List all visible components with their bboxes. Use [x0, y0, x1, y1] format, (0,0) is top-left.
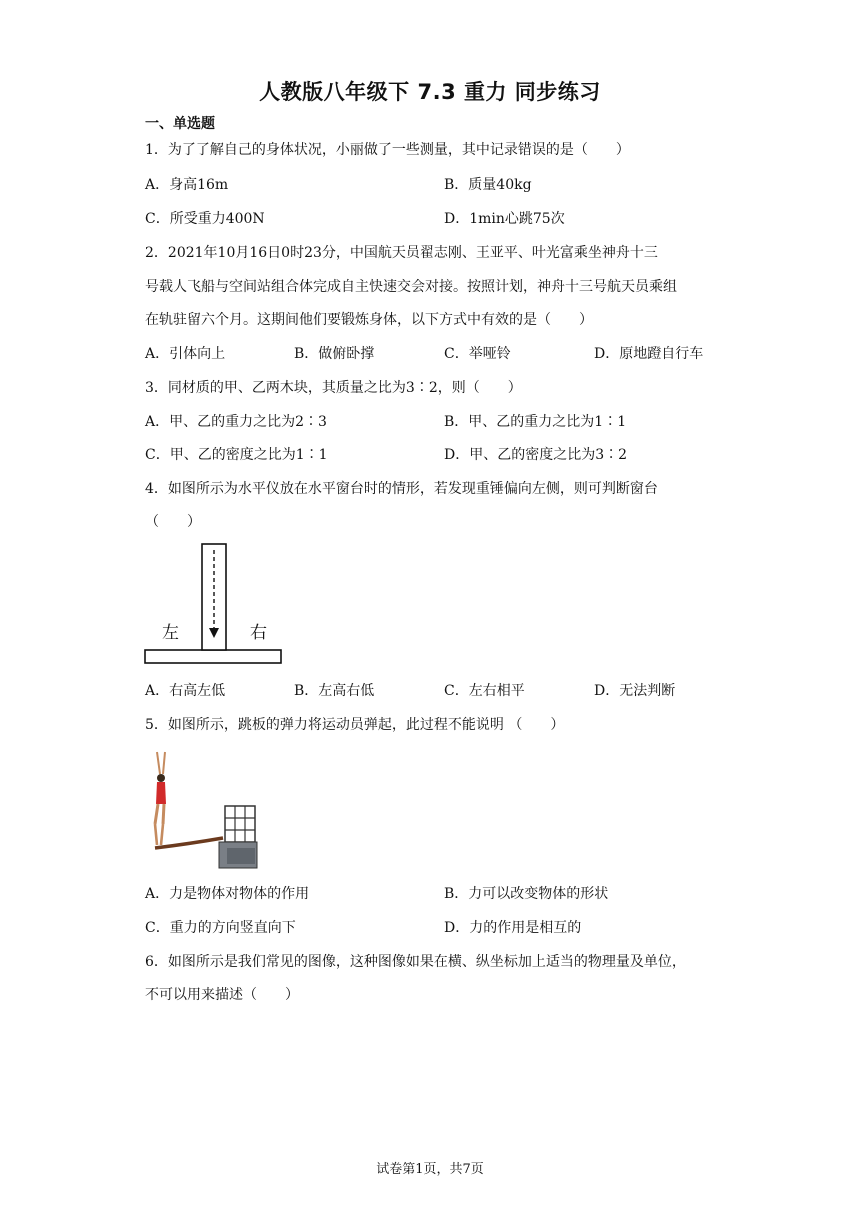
question-3-option-b: B．甲、乙的重力之比为1∶1 — [444, 414, 627, 430]
question-2-option-d: D．原地蹬自行车 — [594, 346, 704, 362]
question-4-stem-line-1: 4．如图所示为水平仪放在水平窗台时的情形，若发现重锤偏向左侧，则可判断窗台 — [145, 481, 658, 497]
question-1-stem: 1．为了了解自己的身体状况，小丽做了一些测量，其中记录错误的是（ ） — [145, 142, 630, 158]
question-5-option-b: B．力可以改变物体的形状 — [444, 886, 609, 902]
platform-railing — [225, 806, 255, 842]
level-instrument-figure — [140, 540, 290, 670]
question-6-stem-line-2: 不可以用来描述（ ） — [145, 987, 299, 1003]
question-5-option-a: A．力是物体对物体的作用 — [145, 886, 310, 902]
question-1-option-b: B．质量40kg — [444, 177, 532, 193]
diver-head — [157, 774, 165, 782]
question-4-option-b: B．左高右低 — [294, 683, 375, 699]
question-3-stem: 3．同材质的甲、乙两木块，其质量之比为3∶2，则（ ） — [145, 380, 522, 396]
question-2-option-c: C．举哑铃 — [444, 346, 511, 362]
page-footer: 试卷第1页，共7页 — [376, 1162, 484, 1177]
question-1-option-d: D．1min心跳75次 — [444, 211, 565, 227]
diver-suit — [156, 782, 166, 804]
question-2-stem-line-1: 2．2021年10月16日0时23分，中国航天员翟志刚、王亚平、叶光富乘坐神舟十三 — [145, 245, 658, 261]
springboard — [155, 838, 223, 848]
page-title: 人教版八年级下 7.3 重力 同步练习 — [259, 80, 601, 104]
question-5-option-d: D．力的作用是相互的 — [444, 920, 582, 936]
diver-springboard-figure — [143, 748, 258, 870]
level-base-plate — [145, 650, 281, 663]
question-1-option-a: A．身高16m — [145, 177, 229, 193]
question-2-option-a: A．引体向上 — [145, 346, 226, 362]
question-4-option-d: D．无法判断 — [594, 683, 676, 699]
figure-label-left: 左 — [162, 623, 179, 643]
question-3-option-d: D．甲、乙的密度之比为3∶2 — [444, 447, 628, 463]
question-4-option-c: C．左右相平 — [444, 683, 525, 699]
question-2-stem-line-3: 在轨驻留六个月。这期间他们要锻炼身体，以下方式中有效的是（ ） — [145, 312, 593, 328]
question-2-option-b: B．做俯卧撑 — [294, 346, 375, 362]
question-3-option-a: A．甲、乙的重力之比为2∶3 — [145, 414, 327, 430]
section-heading: 一、单选题 — [145, 116, 215, 132]
question-2-stem-line-2: 号载人飞船与空间站组合体完成自主快速交会对接。按照计划，神舟十三号航天员乘组 — [145, 279, 677, 295]
question-5-stem: 5．如图所示，跳板的弹力将运动员弹起，此过程不能说明 （ ） — [145, 717, 565, 733]
question-5-option-c: C．重力的方向竖直向下 — [145, 920, 296, 936]
question-4-stem-line-2: （ ） — [145, 514, 201, 530]
question-6-stem-line-1: 6．如图所示是我们常见的图像，这种图像如果在横、纵坐标加上适当的物理量及单位， — [145, 954, 686, 970]
question-3-option-c: C．甲、乙的密度之比为1∶1 — [145, 447, 328, 463]
figure-label-right: 右 — [250, 623, 267, 643]
question-4-option-a: A．右高左低 — [145, 683, 226, 699]
question-1-option-c: C．所受重力400N — [145, 211, 265, 227]
